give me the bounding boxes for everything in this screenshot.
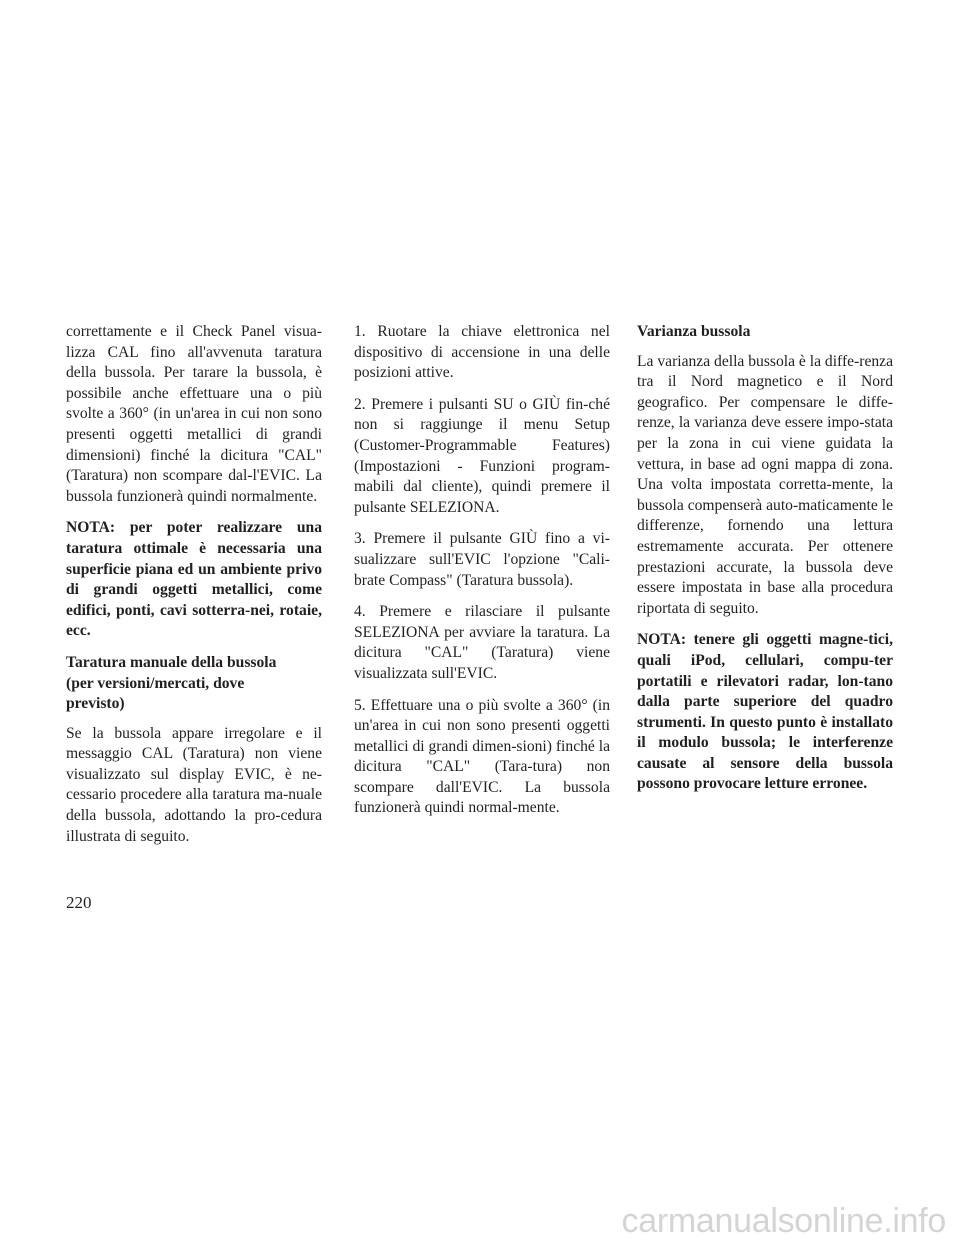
section-heading-manual-calibration (66, 653, 322, 715)
step-item: 5. Effettuare una o più svolte a 360° (in un'area in cui non sono presenti oggetti metallici di grandi dimen-sioni) finché la dicitura "CAL" (Tara-tura) non scompare dall'EVIC. La bussola funzionerà quindi normal-mente. (354, 696, 610, 817)
heading-line: previsto) (66, 695, 125, 713)
heading-line: Taratura manuale della bussola (66, 653, 277, 671)
column-middle (354, 322, 610, 830)
paragraph-manual-calibration: Se la bussola appare irregolare e il messaggio CAL (Taratura) non viene visualizzato sul display EVIC, è ne-cessario procedere alla taratura ma-nuale della bussola, adottando la pro-cedura illustrata di seguito. (66, 724, 322, 845)
page-number: 220 (66, 893, 92, 912)
heading-line: (per versioni/mercati, dove (66, 674, 245, 692)
paragraph-continued: correttamente e il Check Panel visua-lizza CAL fino all'avvenuta taratura della bussola. Per tarare la bussola, è possibile anche effettuare una o più svolte a 360° (in un'area in cui non sono presenti oggetti metallici di grandi dimensioni) finché la dicitura "CAL" (Taratura) non scompare dal-l'EVIC. La bussola funzionerà quindi normalmente. (66, 323, 322, 505)
step-item: 4. Premere e rilasciare il pulsante SELEZIONA per avviare la taratura. La dicitura "CAL" (Taratura) viene visualizzata sull'EVIC. (354, 603, 610, 682)
watermark: carmanualsonline.info (621, 1202, 946, 1240)
step-item: 2. Premere i pulsanti SU o GIÙ fin-ché non si raggiunge il menu Setup (Customer-Programmable Features) (Impostazioni - Funzioni program-mabili dal cliente), quindi premere il pulsante SELEZIONA. (354, 395, 610, 516)
step-item: 3. Premere il pulsante GIÙ fino a vi-sualizzare sull'EVIC l'opzione "Cali-brate Compass" (Taratura bussola). (354, 530, 610, 589)
note-magnetic-objects: NOTA: tenere gli oggetti magne-tici, quali iPod, cellulari, compu-ter portatili e rilevatori radar, lon-tano dalla parte superiore del quadro strumenti. In questo punto è installato il modulo bussola; le interferenze causate al sensore della bussola possono provocare letture erronee. (637, 631, 893, 793)
paragraph-compass-variance: La varianza della bussola è la diffe-renza tra il Nord magnetico e il Nord geografico. Per compensare le diffe-renze, la varianza deve essere impo-stata per la zona in cui viene guidata la vettura, in base ad ogni mappa di zona. Una volta impostata corretta-mente, la bussola compenserà auto-maticamente le differenze, fornendo una lettura estremamente accurata. Per ottenere prestazioni accurate, la bussola deve essere impostata in base alla procedura riportata di seguito. (637, 352, 894, 617)
note-calibration: NOTA: per poter realizzare una taratura ottimale è necessaria una superficie piana ed un ambiente privo di grandi oggetti metallici, come edifici, ponti, cavi sotterra-nei, rotaie, ecc. (66, 519, 322, 640)
section-heading-compass-variance: Varianza bussola (637, 323, 751, 340)
column-right (637, 322, 893, 806)
column-left (66, 322, 322, 858)
step-item: 1. Ruotare la chiave elettronica nel dispositivo di accensione in una delle posizioni attive. (354, 323, 610, 382)
